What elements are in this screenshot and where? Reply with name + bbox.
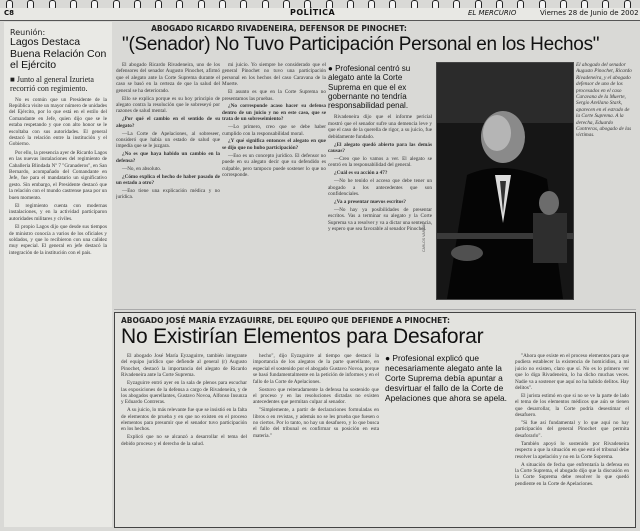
bottom-article [114,309,636,528]
paragraph: A su juicio, lo más relevante fue que se insistió en la falta de elementos de prueba y en que no existen en el proceso elementos para presumir que el senador tuvo participación en los hechos. [121,407,247,433]
paragraph: —Eso es un concepto jurídico. El defensor no puede en su alegato decir que su defendido es culpable, pero tampoco puede sostener lo que no corresponde. [222,152,326,178]
sidebar-body [4,97,112,257]
bottom-kicker: ABOGADO JOSÉ MARÍA EYZAGUIRRE, DEL EQUIPO QUE DEFIENDE A PINOCHET: [121,316,450,325]
paragraph: El jurista estimó en que si no se ve la parte de lado el tema de los elementos médicos que aún se tienen que desarrollar, la Corte podría desestimar el desafuero. [515,392,629,419]
sidebar-paragraph: No es común que un Presidente de la República visite un mayor número de unidades del Ejército, por lo que está en el estilo del Comandante en Jefe, quien dijo que se le estaba respetando y que con alto honor se le escoltaba con sus autoridades. El general destacó la relación entre la institución y el Gobierno. [9,96,107,148]
question: ¿No corresponde acaso hacer su defensa dentro de un juicio y no en este caso, que se trata de un sobreseimiento? [222,103,326,123]
sidebar-heading [10,28,108,93]
top-column-1 [116,62,220,306]
paragraph: —Eso tiene una explicación médica y no jurídica. [116,187,220,201]
issue-date: Viernes 28 de Junio de 2002 [540,9,639,17]
sidebar-paragraph: El propio Lagos dijo que desde sus tiempos de ministro conocía a varios de los oficiales y soldados, y que lo recibieron con una calidez muy especial. El general en jefe destacó la integración de la institución con el país. [9,224,107,256]
sidebar-article [4,22,112,527]
top-pull-quote [328,64,432,110]
sidebar-subtitle-text: Junto al general Izurieta recorrió con regimiento. [10,74,94,93]
paragraph: Ello se explica porque es su hoy principio de alegato contra la resolución que le sobreseyó por razones de salud mental. [116,95,220,115]
paragraph: —Lo primero, creo que se debe haber cumplido con la responsabilidad moral. [222,124,326,137]
bullet-icon: ● [385,353,393,363]
pull-quote-text: Profesional centró su alegato ante la Corte Suprema en que el ex gobernante no tendría responsabilidad penal. [328,64,411,111]
paragraph: "Simplemente, a partir de declaraciones formuladas en libros o en revistas, y además no se les prueba que fuesen o no ciertos. Por lo tanto, no hay un desafuero, y lo que busca el fallo del tribunal es confirmar su posición en esta materia." [253,407,379,439]
question: ¿Cómo explica el hecho de haber pasado de un estado a otro? [116,173,220,186]
masthead: EL MERCURIO [468,9,517,17]
paragraph: El asunto es que en la Corte Suprema no presentamos las pruebas. [222,89,326,102]
bottom-article-box [114,312,636,528]
paragraph: El abogado Ricardo Rivadeneira, uno de los defensores del senador Augusto Pinochet, afirmó que el alegato ante la Corte Suprema durante el caso se basó en la certeza de que la salud del general se ha deteriorado. [116,62,220,94]
paragraph: Explicó que no se alcanzó a desarrollar el tema del debido proceso y el derecho de la salud. [121,434,247,447]
paragraph: Sostuvo que reiteradamente la defensa ha sostenido que el proceso y en las resoluciones dictadas no existen antecedentes que permitan culpar al senador. [253,386,379,406]
page-number: C8 [4,9,15,17]
pull-quote-text: Profesional explicó que necesariamente alegato ante la Corte Suprema debía apuntar a desvirtuar el fallo de la Corte de Apelaciones que ahora se apela. [385,353,507,403]
bottom-column-3 [385,353,511,523]
photo-credit: CARLOS VARGAS [422,222,426,252]
section-title: POLÍTICA [290,8,336,17]
spiral-binding [0,0,640,8]
photo-caption: El abogado del senador Augusto Pinochet, Ricardo Rivadeneira, y el abogado defensor de uno de los procesados en el caso Caravana de la Muerte, Sergio Arellano Stark, aparecen en el estrado de la Corte Suprema. A la derecha, Eduardo Contreras, abogado de las víctimas. [576,62,632,139]
page-header [0,8,640,21]
top-headline: "(Senador) No Tuvo Participación Personal en los Hechos" [122,34,600,55]
sidebar-paragraph: Por ello, la presencia ayer de Ricardo Lagos en las nuevas instalaciones del regimiento de Caballería Blindada Nº 7 "Granaderos", en San Bernardo, acompañado del Comandante en Jefe, fue para el mandatario un significativo gesto. Sin embargo, el Presidente destacó que la relación con el mundo castrense pasa por un buen momento. [9,149,107,201]
paragraph: —No he tenido el acceso que debe tener un abogado a los antecedentes que son confidenciales. [328,178,432,197]
top-column-3 [328,62,432,306]
bottom-pull-quote [385,353,511,403]
sidebar-kicker: Reunión: [10,28,46,37]
paragraph: El abogado José María Eyzaguirre, también integrante del equipo jurídico que defiende al general (r) Augusto Pinochet, destacó la importancia del alegato de Ricardo Rivadeneira ante la Corte Suprema. [121,353,247,379]
paragraph: hecho", dijo Eyzaguirre al tiempo que destacó la importancia de los alegatos de la parte querellante, en especial el sostenido por el abogado Gustavo Novoa, porque se basó fundamentalmente en la petición de informes y en el fallo de la Corte de Apelaciones. [253,353,379,385]
sidebar-subtitle [10,75,108,93]
question: ¿El alegato quedó abierto para las demás causas? [328,141,432,155]
paragraph: "Ahora que existe en el proceso elementos para que pudiera establecer la existencia de homicidios, a mi juicio no existen, claro que sí. No es lo primero ver que lo diga Rivadeneira, lo ha dicho muchas veces. Nadie va a sostener que aquí no ha habido delitos. Hay delitos". [515,353,629,392]
bottom-column-1 [121,353,247,523]
question: ¿Va a presentar nuevos escritos? [334,198,406,205]
paragraph: —No, en absoluto. [122,165,162,172]
bullet-icon: ● [328,64,336,73]
question: ¿Por qué el cambio en el sentido de su alegato? [116,116,220,129]
paragraph: También apoyó lo sostenido por Rivadeneira respecto a que la situación en que está el tribunal debe resolver la apelación y no en la Corte Suprema. [515,440,629,460]
paragraph: —La Corte de Apelaciones, al sobreseer, consideró que había un estado de salud que impedía que se le juzgara. [116,130,220,150]
courtroom-photo [437,63,573,299]
paragraph: Eyzaguirre entró ayer en la sala de plenos para escuchar las exposiciones de la defensa a cargo de Rivadeneira, y de los abogados querellantes, Gustavo Novoa, Alfonso Insunza y Eduardo Contreras. [121,380,247,406]
bottom-column-4 [515,353,629,523]
bullet-icon: ■ [10,74,17,84]
question: ¿Y qué significa entonces el alegato en que se dijo que no hubo participación? [222,138,326,151]
news-photo [436,62,574,300]
top-kicker: ABOGADO RICARDO RIVADENEIRA, DEFENSOR DE PINOCHET: [151,24,407,33]
paragraph: mi juicio. Yo siempre he considerado que el general Pinochet no tuvo una participación personal en los hechos del caso Caravana de la Muerte. [222,62,326,88]
bottom-column-2 [253,353,379,523]
bottom-headline: No Existirían Elementos para Desaforar [121,325,484,348]
paragraph: —Creo que lo vamos a ver. El alegato se centró en la responsabilidad del general. [328,155,432,169]
question: ¿No es que haya habido un cambio en la defensa? [116,151,220,164]
sidebar-paragraph: El regimiento cuenta con modernas instalaciones, y en la actividad participaron autoridades militares y civiles. [9,203,107,222]
paragraph: —No hay ya posibilidades de presentar escritos. Vas a terminar su alegato y la Corte Suprema va a resolver y va a dictar una sentencia, y espero que sea favorable al senador Pinochet. [328,206,432,232]
paragraph: Rivadeneira dijo que el informe pericial mostró que el senador sufre una demencia leve y que el caso de la querella de rigor, a su juicio, fue debidamente fundado. [328,114,432,140]
paragraph: "Si fue así fundamental y lo que aquí no hay participación del general Pinochet que permita desaforarlo". [515,420,629,439]
sidebar-headline: Lagos Destaca Buena Relación Con el Ejército [10,36,107,71]
top-article [114,22,636,307]
question: ¿Cuál es su acción a 47? [334,170,388,177]
top-column-2 [222,62,326,306]
paragraph: A situación de fecha que enfrentaría la defensa en la Corte Suprema, el abogado dijo que la discusión en la Corte Suprema debe resolver lo que quedó pendiente en la Corte de Apelaciones. [515,461,629,487]
